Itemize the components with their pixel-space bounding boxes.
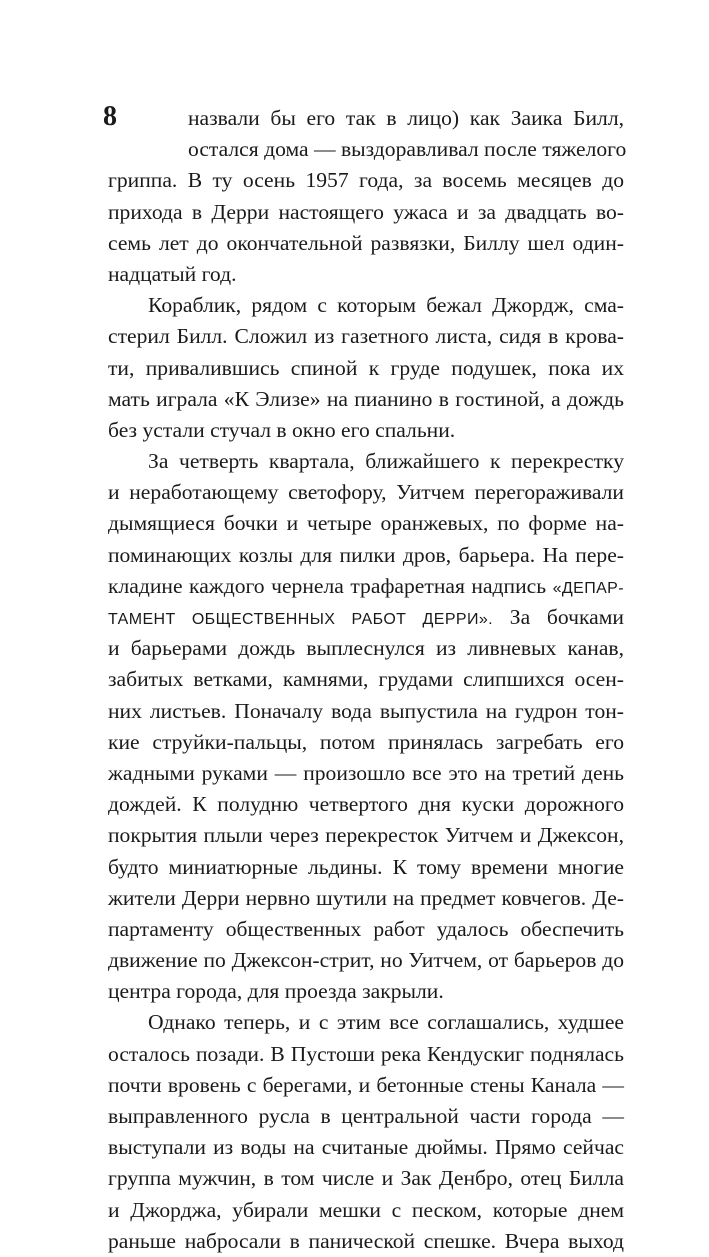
text-line: дождей. К полудню четвертого дня куски дорожного [108, 792, 624, 817]
text-line: жители Дерри нервно шутили на предмет ковчегов. Де- [108, 885, 624, 910]
text-line: назвали бы его так в лицо) как Заика Билл, [188, 106, 624, 130]
text-line: остался дома — выздоравливал после тяжелого [188, 137, 627, 162]
text-line: кие струйки-пальцы, потом принялась загребать его [108, 729, 624, 754]
text-line: Кораблик, рядом с которым бежал Джордж, сма- [148, 293, 624, 318]
text-line: ти, привалившись спиной к груде подушек, пока их [108, 355, 624, 380]
text-line: группа мужчин, в том числе и Зак Денбро, отец Билла [108, 1166, 624, 1191]
text-line: движение по Джексон-стрит, но Уитчем, от барьеров до [108, 948, 624, 973]
page-number: 8 [103, 101, 117, 132]
text-line: За четверть квартала, ближайшего к перекрестку [148, 449, 624, 474]
text-line: будто миниатюрные льдины. К тому времени многие [108, 854, 624, 879]
stencil-text: ТАМЕНТ ОБЩЕСТВЕННЫХ РАБОТ ДЕРРИ». [108, 611, 494, 628]
text-line: центра города, для проезда закрыли. [108, 979, 444, 1004]
text-line: стерил Билл. Сложил из газетного листа, сидя в крова- [108, 324, 624, 349]
text-line: выправленного русла в центральной части города — [108, 1104, 624, 1128]
text-line: выступали из воды на считаные дюймы. Прямо сейчас [108, 1135, 624, 1160]
text-line: Однако теперь, и с этим все соглашались, худшее [148, 1010, 624, 1035]
body-text [108, 103, 627, 1257]
text-line [108, 571, 624, 602]
text-line: и Джорджа, убирали мешки с песком, которые днем [108, 1197, 624, 1222]
text-line: покрытия плыли через перекресток Уитчем и Джексон, [108, 823, 624, 848]
text-line: прихода в Дерри настоящего ужаса и за двадцать во- [108, 199, 624, 224]
text-line: надцатый год. [108, 261, 237, 286]
text-line: них листьев. Поначалу вода выпустила на гудрон тон- [108, 698, 624, 723]
stencil-text: «ДЕПАР- [552, 579, 624, 597]
text-line: без устали стучал в окно его спальни. [108, 417, 456, 442]
text-line: раньше набросали в панической спешке. Вчера выход [108, 1228, 624, 1253]
text-line: гриппа. В ту осень 1957 года, за восемь месяцев до [108, 168, 624, 193]
text-line: дымящиеся бочки и четыре оранжевых, по форме на- [108, 511, 624, 536]
text-line: и барьерами дождь выплеснулся из ливневых канав, [108, 636, 624, 661]
text-line: забитых ветками, камнями, грудами слипшихся осен- [108, 667, 624, 692]
text-line: поминающих козлы для пилки дров, барьера. На пере- [108, 542, 624, 567]
text-line: осталось позади. В Пустоши река Кендускиг поднялась [108, 1041, 624, 1066]
text-line: партаменту общественных работ удалось обеспечить [108, 916, 624, 941]
text-line: мать играла «К Элизе» на пианино в гостиной, а дождь [108, 386, 624, 411]
text-line: семь лет до окончательной развязки, Биллу шел один- [108, 230, 624, 255]
text-line [108, 602, 624, 633]
text-line: и неработающему светофору, Уитчем перегораживали [108, 480, 624, 505]
text-segment: кладине каждого чернела трафаретная надпись [108, 573, 547, 598]
text-line: почти вровень с берегами, и бетонные стены Канала — [108, 1072, 624, 1097]
text-segment: За бочками [509, 605, 624, 629]
text-line: жадными руками — произошло все это на третий день [108, 760, 624, 785]
